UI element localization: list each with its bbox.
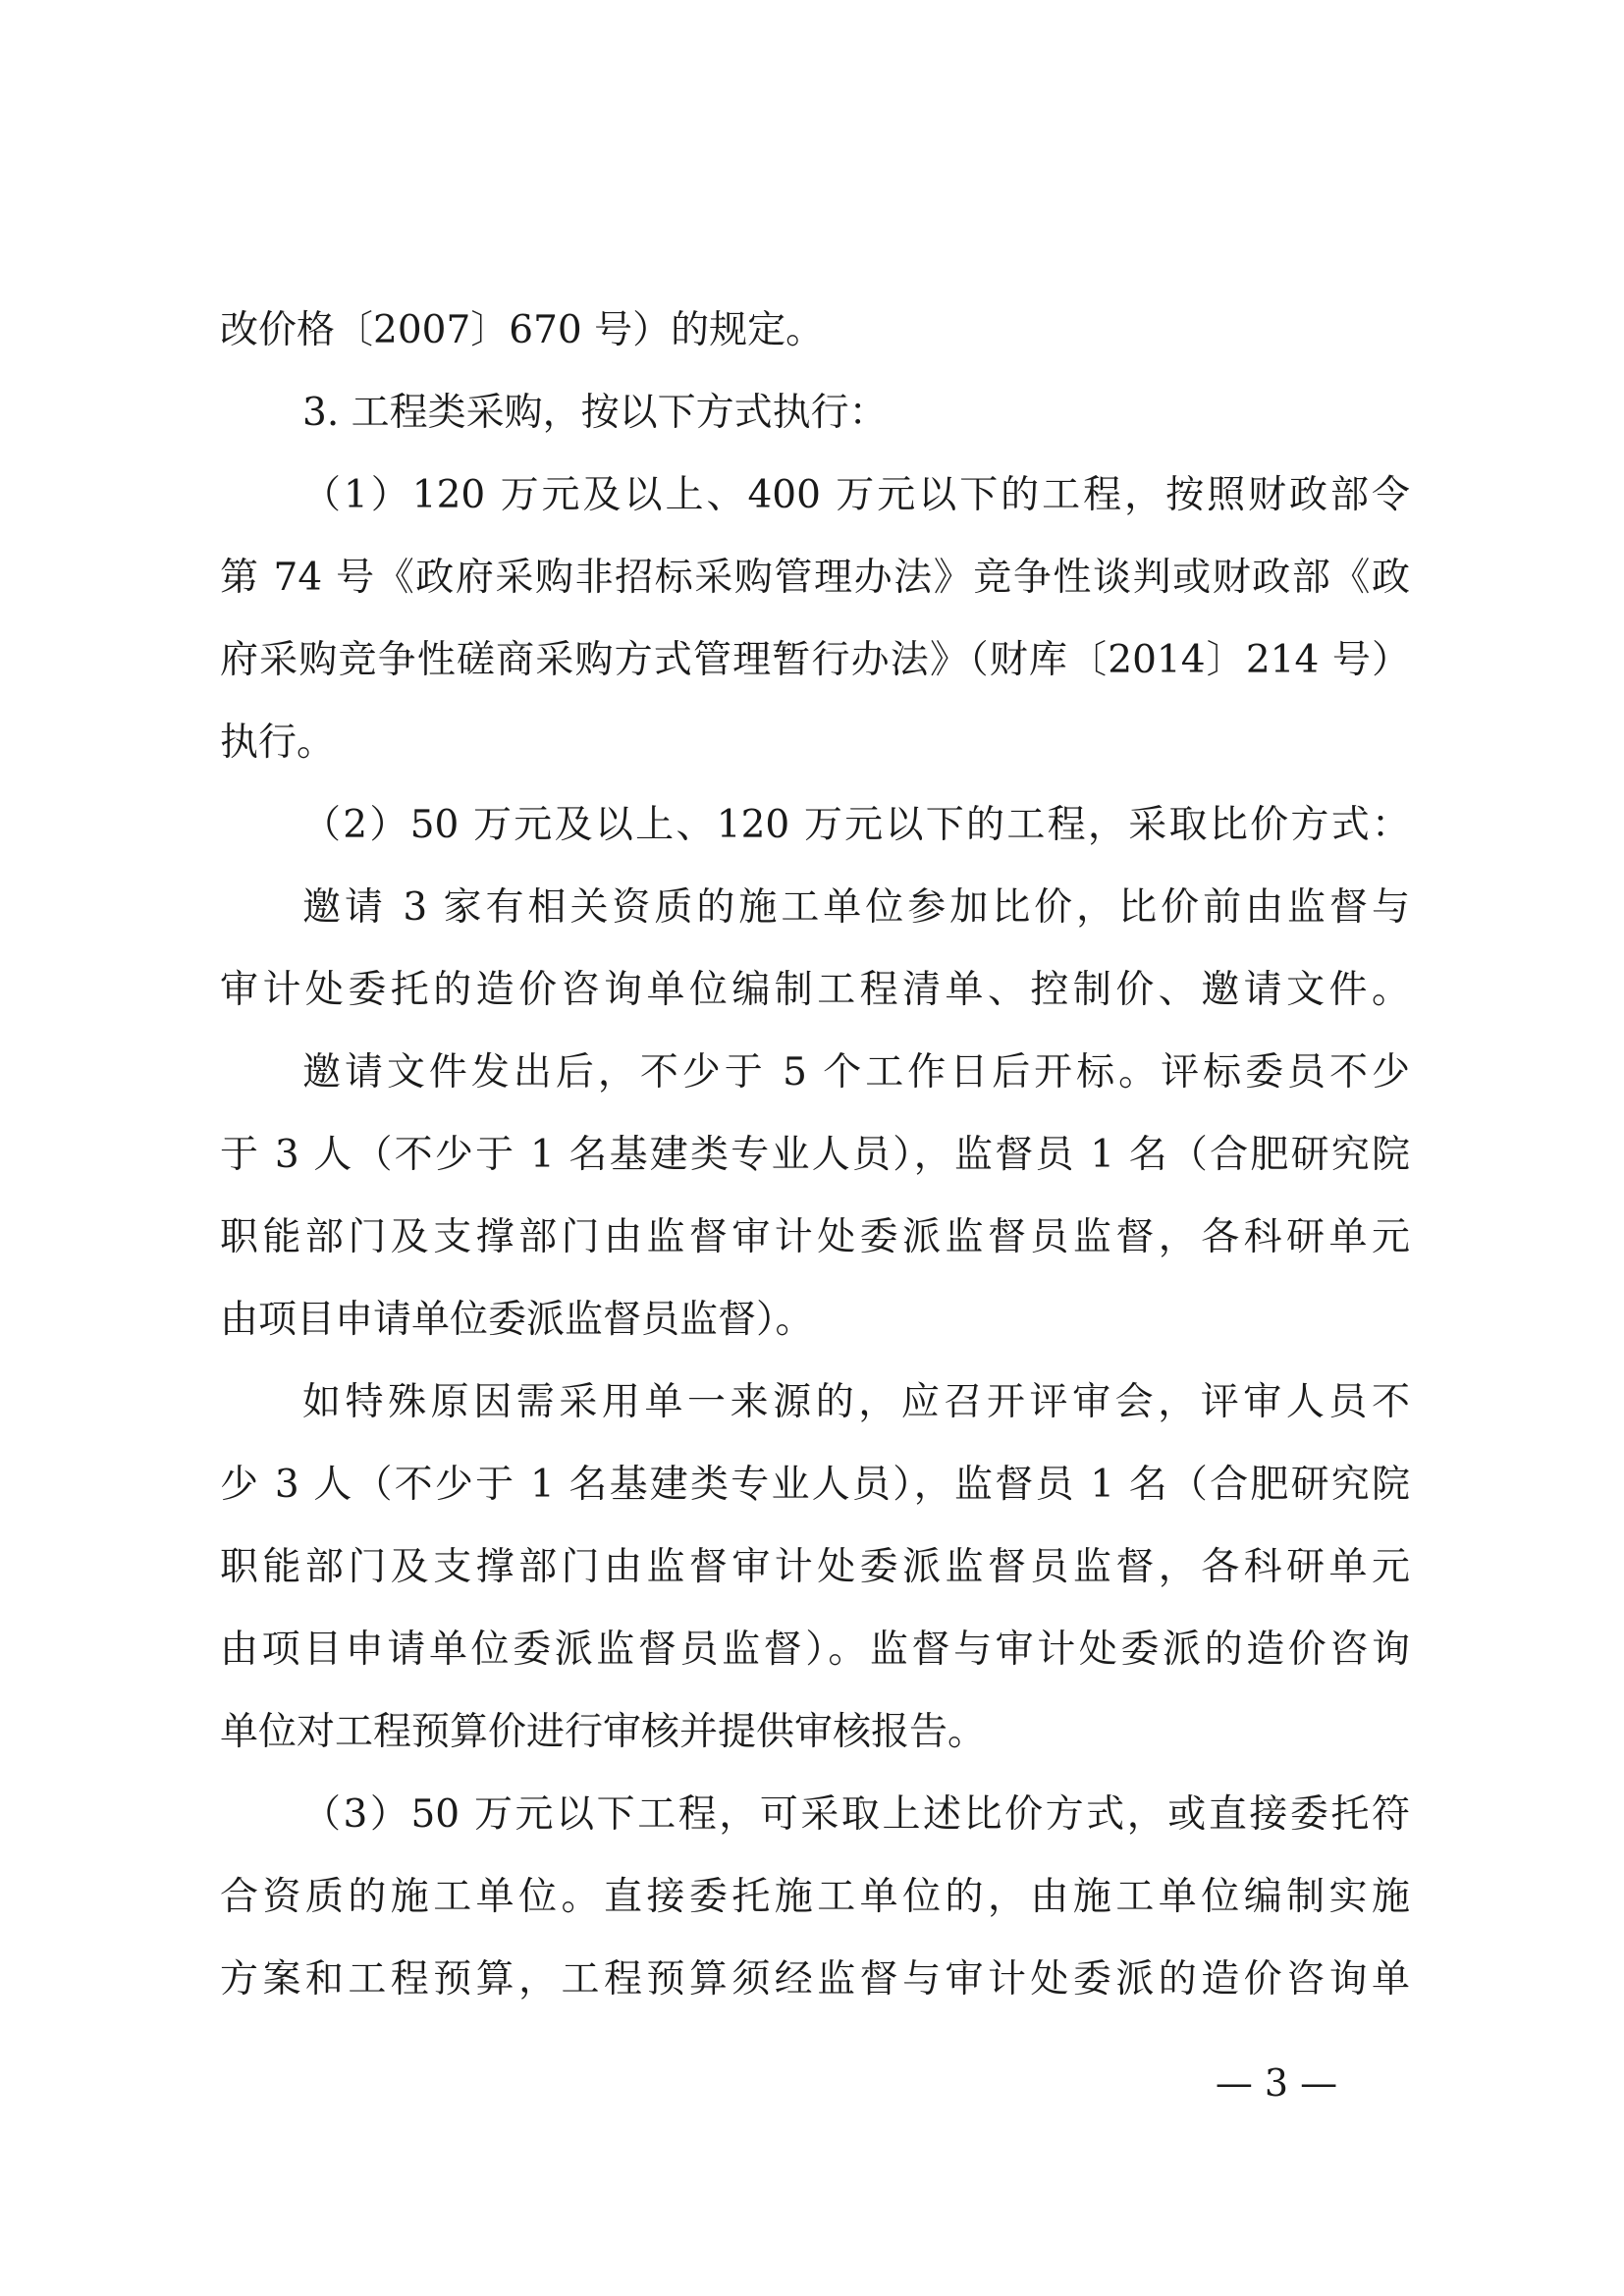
text-line-13: 由项目申请单位委派监督员监督）。 <box>220 1298 814 1342</box>
text-line-8: 邀请 3 家有相关资质的施工单位参加比价，比价前由监督与 <box>302 885 1410 930</box>
text-line-19: （3）50 万元以下工程，可采取上述比价方式，或直接委托符 <box>302 1792 1410 1837</box>
text-line-16: 职能部门及支撑部门由监督审计处委派监督员监督，各科研单元 <box>220 1545 1410 1589</box>
text-line-12: 职能部门及支撑部门由监督审计处委派监督员监督，各科研单元 <box>220 1215 1410 1259</box>
text-line-18: 单位对工程预算价进行审核并提供审核报告。 <box>220 1710 987 1754</box>
text-line-21: 方案和工程预算，工程预算须经监督与审计处委派的造价咨询单 <box>220 1957 1410 2002</box>
text-line-6: 执行。 <box>220 721 336 765</box>
text-line-3: （1）120 万元及以上、400 万元以下的工程，按照财政部令 <box>302 473 1410 517</box>
text-line-14: 如特殊原因需采用单一来源的，应召开评审会，评审人员不 <box>302 1380 1410 1424</box>
text-line-9: 审计处委托的造价咨询单位编制工程清单、控制价、邀请文件。 <box>220 968 1410 1012</box>
text-line-11: 于 3 人（不少于 1 名基建类专业人员），监督员 1 名（合肥研究院 <box>220 1133 1410 1177</box>
text-line-7: （2）50 万元及以上、120 万元以下的工程，采取比价方式： <box>302 803 1410 847</box>
text-line-10: 邀请文件发出后，不少于 5 个工作日后开标。评标委员不少 <box>302 1050 1410 1095</box>
text-line-5: 府采购竞争性磋商采购方式管理暂行办法》（财库〔2014〕214 号） <box>220 638 1410 682</box>
text-line-4: 第 74 号《政府采购非招标采购管理办法》竞争性谈判或财政部《政 <box>220 556 1410 600</box>
text-line-15: 少 3 人（不少于 1 名基建类专业人员），监督员 1 名（合肥研究院 <box>220 1463 1410 1507</box>
text-line-20: 合资质的施工单位。直接委托施工单位的，由施工单位编制实施 <box>220 1875 1410 1919</box>
text-line-17: 由项目申请单位委派监督员监督）。监督与审计处委派的造价咨询 <box>220 1628 1410 1672</box>
text-line-2: 3. 工程类采购，按以下方式执行： <box>302 391 888 435</box>
text-line-1: 改价格〔2007〕670 号）的规定。 <box>220 308 825 352</box>
page-number: — 3 — <box>1215 2061 1338 2105</box>
